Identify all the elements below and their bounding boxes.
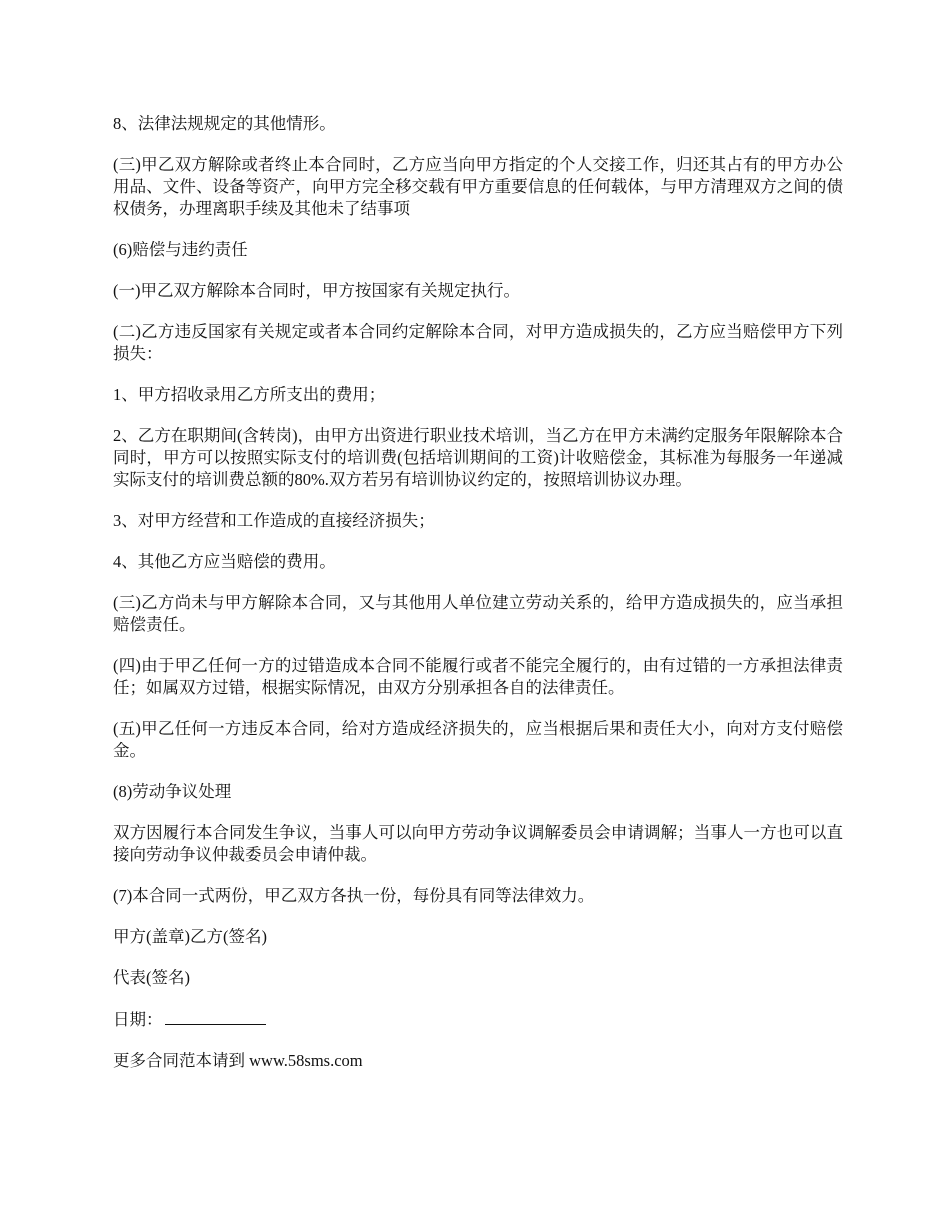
clause-compensation-5: (五)甲乙任何一方违反本合同，给对方造成经济损失的，应当根据后果和责任大小，向对方支付赔偿金。 xyxy=(113,719,843,760)
signature-parties: 甲方(盖章)乙方(签名) xyxy=(113,927,267,946)
document-page xyxy=(113,113,843,1091)
clause-copies: (7)本合同一式两份，甲乙双方各执一份，每份具有同等法律效力。 xyxy=(113,886,595,905)
clause-compensation-2: (二)乙方违反国家有关规定或者本合同约定解除本合同，对甲方造成损失的，乙方应当赔偿甲方下列损失： xyxy=(113,322,843,363)
date-line xyxy=(113,1008,843,1031)
clause-compensation-3: (三)乙方尚未与甲方解除本合同，又与其他用人单位建立劳动关系的，给甲方造成损失的，应当承担赔偿责任。 xyxy=(113,593,843,634)
loss-item-3: 3、对甲方经营和工作造成的直接经济损失； xyxy=(113,511,435,530)
section-heading-compensation: (6)赔偿与违约责任 xyxy=(113,240,248,259)
section-heading-dispute: (8)劳动争议处理 xyxy=(113,782,232,801)
clause-termination-handover: (三)甲乙双方解除或者终止本合同时，乙方应当向甲方指定的个人交接工作，归还其占有的甲方办公用品、文件、设备等资产，向甲方完全移交载有甲方重要信息的任何载体，与甲方清理双方之间的债权债务，办理离职手续及其他未了结事项 xyxy=(113,155,843,218)
date-blank-line xyxy=(165,1008,266,1025)
clause-item-8: 8、法律法规规定的其他情形。 xyxy=(113,114,336,133)
loss-item-2: 2、乙方在职期间(含转岗)，由甲方出资进行职业技术培训，当乙方在甲方未满约定服务年限解除本合同时，甲方可以按照实际支付的培训费(包括培训期间的工资)计收赔偿金，其标准为每服务一年递减实际支付的培训费总额的80%.双方若另有培训协议约定的，按照培训协议办理。 xyxy=(113,426,843,489)
clause-compensation-4: (四)由于甲乙任何一方的过错造成本合同不能履行或者不能完全履行的，由有过错的一方承担法律责任；如属双方过错，根据实际情况，由双方分别承担各自的法律责任。 xyxy=(113,656,843,697)
clause-dispute: 双方因履行本合同发生争议，当事人可以向甲方劳动争议调解委员会申请调解；当事人一方也可以直接向劳动争议仲裁委员会申请仲裁。 xyxy=(113,823,843,864)
clause-compensation-1: (一)甲乙双方解除本合同时，甲方按国家有关规定执行。 xyxy=(113,281,520,300)
loss-item-1: 1、甲方招收录用乙方所支出的费用； xyxy=(113,385,386,404)
loss-item-4: 4、其他乙方应当赔偿的费用。 xyxy=(113,552,336,571)
signature-representative: 代表(签名) xyxy=(113,968,190,987)
footer-link-text: 更多合同范本请到 www.58sms.com xyxy=(113,1051,363,1070)
date-label: 日期： xyxy=(113,1010,163,1029)
